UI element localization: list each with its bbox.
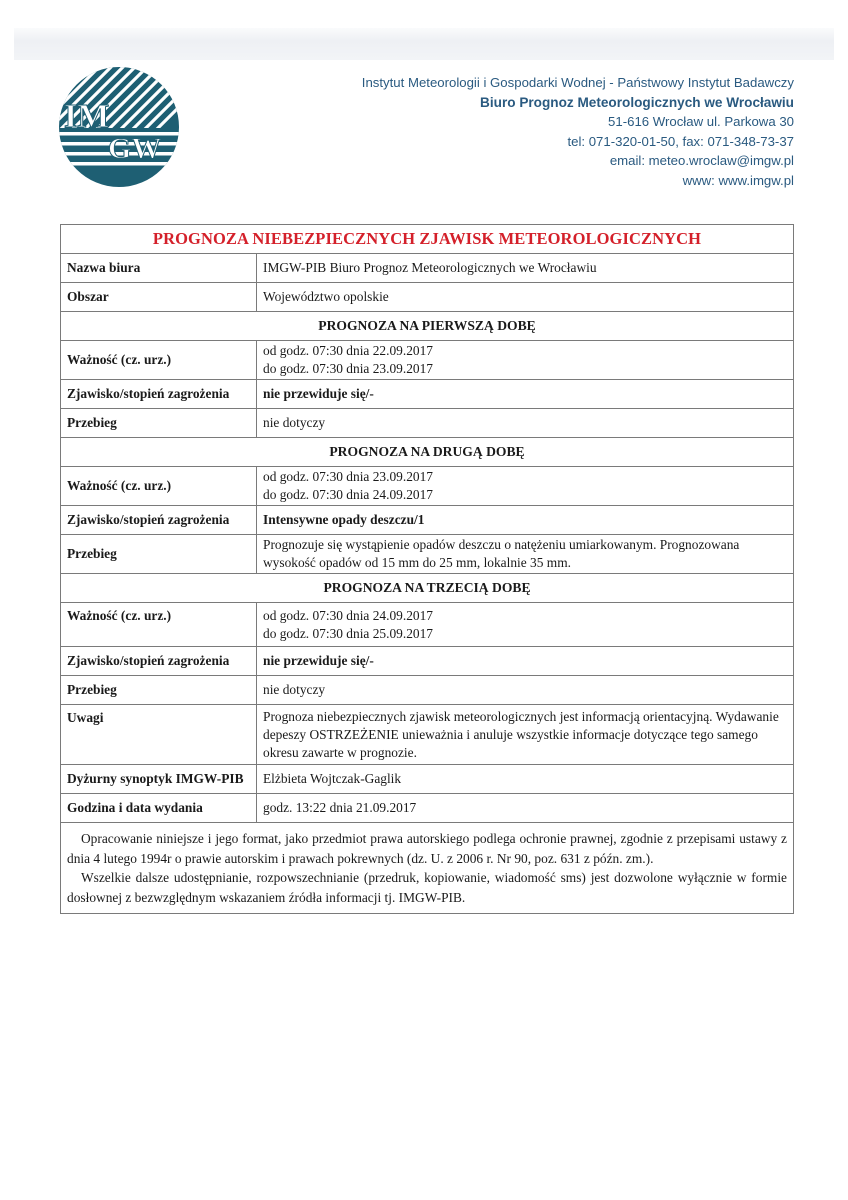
day2-course-value: Prognozuje się wystąpienie opadów deszczu o natężeniu umiarkowanym. Prognozowana wysokość opadów od 15 mm do 25 mm, lokalnie 35 mm. xyxy=(257,535,794,574)
day3-heading: PROGNOZA NA TRZECIĄ DOBĘ xyxy=(61,574,794,603)
forecaster-value: Elżbieta Wojtczak-Gaglik xyxy=(257,765,794,794)
copyright-notice xyxy=(61,823,794,914)
issued-label: Godzina i data wydania xyxy=(61,794,257,823)
day2-phenomenon-value: Intensywne opady deszczu/1 xyxy=(257,506,794,535)
office-website[interactable]: www: www.imgw.pl xyxy=(682,172,794,188)
office-address: 51-616 Wrocław ul. Parkowa 30 xyxy=(608,114,794,129)
day3-phenomenon-label: Zjawisko/stopień zagrożenia xyxy=(61,647,257,676)
day3-phenomenon-value: nie przewiduje się/- xyxy=(257,647,794,676)
day2-validity-to: do godz. 07:30 dnia 24.09.2017 xyxy=(263,487,433,502)
day2-validity-value xyxy=(257,467,794,506)
forecaster-row xyxy=(61,765,794,794)
day1-course-row xyxy=(61,409,794,438)
day2-heading-row xyxy=(61,438,794,467)
issued-row xyxy=(61,794,794,823)
remarks-label: Uwagi xyxy=(61,705,257,765)
day3-validity-value xyxy=(257,603,794,647)
day1-heading: PROGNOZA NA PIERWSZĄ DOBĘ xyxy=(61,312,794,341)
remarks-value: Prognoza niebezpiecznych zjawisk meteorologicznych jest informacją orientacyjną. Wydawanie depeszy OSTRZEŻENIE unieważnia i anuluje wszystkie informacje dotyczące tego samego okresu zawarte w prognozie. xyxy=(257,705,794,765)
area-value: Województwo opolskie xyxy=(257,283,794,312)
office-email[interactable]: email: meteo.wroclaw@imgw.pl xyxy=(609,153,794,168)
day1-course-value: nie dotyczy xyxy=(257,409,794,438)
copyright-paragraph-1: Opracowanie niniejsze i jego format, jako przedmiot prawa autorskiego podlega ochronie prawnej, zgodnie z przepisami ustawy z dnia 4 lutego 1994r o prawie autorskim i prawach pokrewnych (dz. U. z 2006 r. Nr 90, poz. 631 z późn. zm.). xyxy=(67,831,787,866)
office-label: Nazwa biura xyxy=(61,254,257,283)
day1-validity-value xyxy=(257,341,794,380)
day2-course-label: Przebieg xyxy=(61,535,257,574)
day1-phenomenon-label: Zjawisko/stopień zagrożenia xyxy=(61,380,257,409)
organization-header xyxy=(362,73,794,190)
day3-course-label: Przebieg xyxy=(61,676,257,705)
office-phone: tel: 071-320-01-50, fax: 071-348-73-37 xyxy=(567,133,794,149)
office-row xyxy=(61,254,794,283)
day2-validity-from: od godz. 07:30 dnia 23.09.2017 xyxy=(263,469,433,484)
office-name: Biuro Prognoz Meteorologicznych we Wrocławiu xyxy=(480,94,794,110)
day3-validity-label: Ważność (cz. urz.) xyxy=(61,603,257,647)
day2-validity-label: Ważność (cz. urz.) xyxy=(61,467,257,506)
day3-validity-from: od godz. 07:30 dnia 24.09.2017 xyxy=(263,607,433,623)
scan-artifact-band xyxy=(14,28,834,60)
imgw-logo-icon xyxy=(58,66,180,188)
day1-validity-from: od godz. 07:30 dnia 22.09.2017 xyxy=(263,343,433,358)
area-label: Obszar xyxy=(61,283,257,312)
day3-validity-to: do godz. 07:30 dnia 25.09.2017 xyxy=(263,625,433,641)
day2-heading: PROGNOZA NA DRUGĄ DOBĘ xyxy=(61,438,794,467)
day2-phenomenon-row xyxy=(61,506,794,535)
day2-course-row xyxy=(61,535,794,574)
day2-validity-row xyxy=(61,467,794,506)
forecaster-label: Dyżurny synoptyk IMGW-PIB xyxy=(61,765,257,794)
day1-validity-row xyxy=(61,341,794,380)
day1-phenomenon-value: nie przewiduje się/- xyxy=(257,380,794,409)
day1-heading-row xyxy=(61,312,794,341)
day3-heading-row xyxy=(61,574,794,603)
svg-text:GW: GW xyxy=(108,132,162,165)
copyright-row xyxy=(61,823,794,914)
institute-name: Instytut Meteorologii i Gospodarki Wodnej - Państwowy Instytut Badawczy xyxy=(361,75,794,90)
day2-phenomenon-label: Zjawisko/stopień zagrożenia xyxy=(61,506,257,535)
day3-course-value: nie dotyczy xyxy=(257,676,794,705)
document-title-row xyxy=(61,225,794,254)
day3-phenomenon-row xyxy=(61,647,794,676)
day1-phenomenon-row xyxy=(61,380,794,409)
day1-validity-to: do godz. 07:30 dnia 23.09.2017 xyxy=(263,361,433,376)
day1-validity-label: Ważność (cz. urz.) xyxy=(61,341,257,380)
remarks-row xyxy=(61,705,794,765)
area-row xyxy=(61,283,794,312)
copyright-paragraph-2: Wszelkie dalsze udostępnianie, rozpowszechnianie (przedruk, kopiowanie, wiadomość sms) jest dozwolone wyłącznie w formie dosłownej z bezwzględnym wskazaniem źródła informacji tj. IMGW-PIB. xyxy=(67,870,787,905)
document-title: PROGNOZA NIEBEZPIECZNYCH ZJAWISK METEOROLOGICZNYCH xyxy=(61,225,794,254)
day1-course-label: Przebieg xyxy=(61,409,257,438)
svg-text:IM: IM xyxy=(64,98,110,135)
day3-validity-row xyxy=(61,603,794,647)
office-value: IMGW-PIB Biuro Prognoz Meteorologicznych we Wrocławiu xyxy=(257,254,794,283)
forecast-table xyxy=(60,224,794,914)
issued-value: godz. 13:22 dnia 21.09.2017 xyxy=(257,794,794,823)
day3-course-row xyxy=(61,676,794,705)
